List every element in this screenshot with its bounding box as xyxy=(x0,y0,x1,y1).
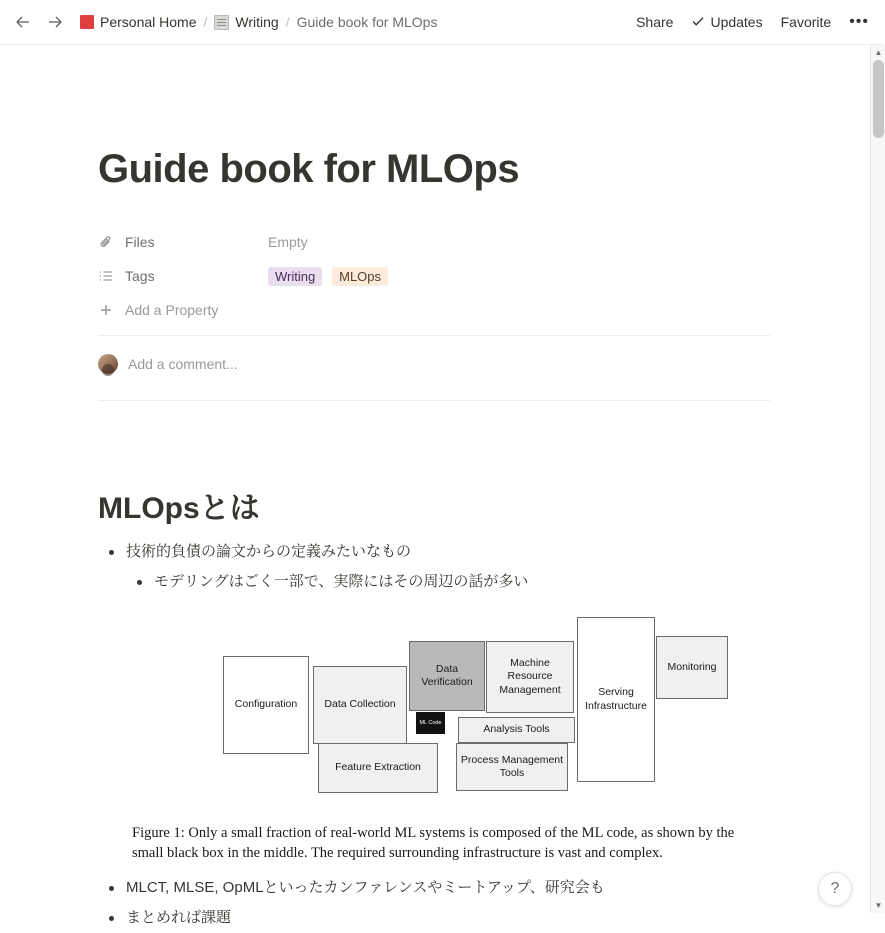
list-item[interactable] xyxy=(98,903,770,933)
list-item[interactable] xyxy=(98,873,770,903)
plus-icon xyxy=(98,302,114,318)
bullet-list xyxy=(98,537,770,597)
scroll-down-arrow-icon[interactable]: ▼ xyxy=(874,901,883,910)
forward-arrow-icon[interactable] xyxy=(46,13,64,31)
add-property-button[interactable] xyxy=(98,293,770,327)
paperclip-icon xyxy=(98,234,114,250)
tag-chip[interactable]: MLOps xyxy=(332,267,388,286)
avatar xyxy=(98,354,118,374)
property-name: Files xyxy=(125,234,155,250)
page-content xyxy=(0,45,868,933)
comment-placeholder[interactable]: Add a comment... xyxy=(128,356,238,372)
breadcrumb-label: Personal Home xyxy=(100,14,197,30)
updates-button[interactable] xyxy=(691,14,762,31)
list-item-text: まとめれば課題 xyxy=(126,909,232,927)
figure-box-monitoring: Monitoring xyxy=(656,636,728,699)
figure-box-machine-resource-management: Machine Resource Management xyxy=(486,641,574,713)
comment-divider xyxy=(98,400,770,401)
share-label: Share xyxy=(636,14,674,30)
help-button[interactable]: ? xyxy=(818,872,852,906)
check-icon xyxy=(691,14,705,31)
add-property-label: Add a Property xyxy=(125,302,219,318)
figure-box-ml-code: ML Code xyxy=(416,712,445,734)
figure-box-feature-extraction: Feature Extraction xyxy=(318,743,438,793)
figure-image xyxy=(128,621,748,816)
bullet-list-after-figure xyxy=(98,873,770,933)
vertical-scrollbar[interactable] xyxy=(870,45,885,913)
share-button[interactable] xyxy=(636,14,673,30)
list-icon xyxy=(98,268,114,284)
breadcrumb-separator: / xyxy=(203,14,208,30)
updates-label: Updates xyxy=(710,14,763,30)
nested-bullet-list xyxy=(126,567,770,597)
top-bar-actions xyxy=(636,14,869,31)
breadcrumb-item-personal-home[interactable] xyxy=(80,14,197,30)
property-row-tags[interactable] xyxy=(98,259,770,293)
list-item-text: モデリングはごく一部で、実際にはその周辺の話が多い xyxy=(154,573,529,590)
favorite-label: Favorite xyxy=(780,14,832,30)
page-title: Guide book for MLOps xyxy=(98,147,520,191)
scrollbar-thumb[interactable] xyxy=(873,60,884,138)
property-label-tags xyxy=(98,268,268,284)
property-value-files[interactable]: Empty xyxy=(268,234,308,250)
tag-chip[interactable]: Writing xyxy=(268,267,322,286)
breadcrumb xyxy=(80,14,437,30)
red-square-icon xyxy=(80,15,94,29)
figure-box-serving-infrastructure: Serving Infrastructure xyxy=(577,617,655,782)
breadcrumb-item-current-page[interactable] xyxy=(297,14,438,30)
breadcrumb-label: Guide book for MLOps xyxy=(296,14,438,30)
top-bar xyxy=(0,0,883,45)
property-name: Tags xyxy=(125,268,155,284)
list-item[interactable] xyxy=(126,567,770,597)
figure-caption: Figure 1: Only a small fraction of real-world ML systems is composed of the ML code, as shown by the small black box in the middle. The required surrounding infrastructure is vast and complex. xyxy=(132,825,735,861)
list-item[interactable] xyxy=(98,537,770,597)
back-arrow-icon[interactable] xyxy=(14,13,32,31)
page-properties xyxy=(98,225,770,401)
section-heading-mlops: MLOpsとは xyxy=(98,492,260,525)
breadcrumb-separator: / xyxy=(285,14,290,30)
breadcrumb-label: Writing xyxy=(235,14,279,30)
figure-box-analysis-tools: Analysis Tools xyxy=(458,717,575,743)
list-item-text: 技術的負債の論文からの定義みたいなもの xyxy=(126,543,412,560)
figure-box-data-verification: Data Verification xyxy=(409,641,485,711)
scroll-up-arrow-icon[interactable]: ▲ xyxy=(874,48,883,57)
list-item-text: MLCT, MLSE, OpMLといったカンファレンスやミートアップ、研究会も xyxy=(126,879,605,897)
comment-input-row[interactable] xyxy=(98,336,770,392)
favorite-button[interactable] xyxy=(781,14,832,30)
property-value-tags xyxy=(268,267,394,286)
property-label-files xyxy=(98,234,268,250)
figure-box-configuration: Configuration xyxy=(223,656,309,754)
figure-box-data-collection: Data Collection xyxy=(313,666,407,744)
figure-block[interactable] xyxy=(98,621,770,863)
page-scroll-area xyxy=(0,45,883,927)
breadcrumb-item-writing[interactable] xyxy=(214,14,278,30)
document-icon xyxy=(214,15,229,30)
figure-box-process-management-tools: Process Management Tools xyxy=(456,743,568,791)
navigation-arrows xyxy=(14,13,64,31)
property-row-files[interactable] xyxy=(98,225,770,259)
more-options-icon[interactable]: ••• xyxy=(849,13,869,30)
